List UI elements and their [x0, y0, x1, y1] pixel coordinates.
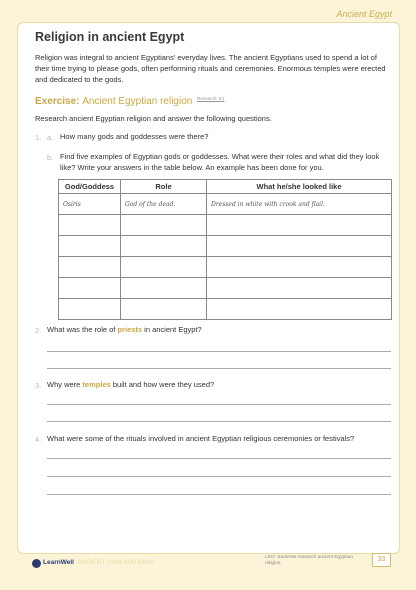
answer-line[interactable]: [47, 476, 391, 477]
table-cell[interactable]: [59, 236, 121, 257]
exercise-title: [35, 96, 224, 107]
question-1a-letter: a.: [47, 133, 54, 142]
section-tab: Ancient Egypt: [320, 6, 416, 22]
table-cell[interactable]: [59, 257, 121, 278]
exercise-name: Ancient Egyptian religion: [82, 96, 193, 107]
table-row: [59, 278, 392, 299]
table-row: [59, 215, 392, 236]
resource-link[interactable]: Research: E1: [197, 96, 225, 101]
table-cell[interactable]: [207, 299, 392, 320]
table-cell[interactable]: [121, 299, 207, 320]
table-cell[interactable]: [121, 278, 207, 299]
answer-line[interactable]: [47, 458, 391, 459]
table-row: [59, 299, 392, 320]
exercise-label: Exercise:: [35, 96, 80, 107]
question-1b-letter: b.: [47, 153, 54, 162]
keyword-priests: priests: [117, 325, 143, 334]
question-2-before: What was the role of: [47, 325, 118, 334]
table-header-row: [59, 180, 392, 194]
table-cell[interactable]: [207, 236, 392, 257]
answer-line[interactable]: [47, 351, 391, 352]
question-1b-text: Find five examples of Egyptian gods or goddesses. What were their roles and what did they look like? Write your answers in the table below. An example has been done for you.: [60, 152, 380, 172]
page-title: Religion in ancient Egypt: [35, 30, 185, 44]
learnwell-logo-icon: [32, 559, 41, 568]
table-cell[interactable]: [207, 215, 392, 236]
question-4-number: 4.: [35, 435, 42, 444]
table-row: [59, 257, 392, 278]
table-cell[interactable]: [121, 215, 207, 236]
question-4-text: What were some of the rituals involved in ancient Egyptian religious ceremonies or festivals?: [47, 434, 355, 443]
page-number: 33: [372, 553, 391, 567]
answer-line[interactable]: [47, 494, 391, 495]
question-1-number: 1.: [35, 133, 42, 142]
table-row: [59, 236, 392, 257]
table-row: [59, 194, 392, 215]
table-cell[interactable]: [121, 257, 207, 278]
brand-subtitle: ANCIENT CIVILISATIONS: [77, 559, 154, 566]
learning-outcome: LEO: Students research ancient Egyptian religion.: [265, 555, 353, 566]
header-appearance: What he/she looked like: [207, 180, 392, 194]
table-cell[interactable]: [121, 236, 207, 257]
question-2-after: in ancient Egypt?: [142, 325, 202, 334]
table-cell[interactable]: [207, 257, 392, 278]
brand-name: LearnWell: [43, 559, 74, 566]
example-god: Osiris: [59, 194, 121, 215]
table-cell[interactable]: [59, 215, 121, 236]
table-cell[interactable]: [59, 278, 121, 299]
table-cell[interactable]: [207, 278, 392, 299]
example-appearance: Dressed in white with crook and flail.: [207, 194, 392, 215]
intro-paragraph: Religion was integral to ancient Egyptians' everyday lives. The ancient Egyptians used to spend a lot of their time trying to please gods, often performing rituals and ceremonies. Enormous temples were erected and dedicated to the gods.: [35, 53, 386, 84]
table-cell[interactable]: [59, 299, 121, 320]
question-3-after: built and how were they used?: [110, 380, 215, 389]
gods-table: [58, 179, 392, 320]
exercise-instruction: Research ancient Egyptian religion and answer the following questions.: [35, 114, 272, 123]
question-3-text: [47, 379, 214, 390]
question-3-before: Why were: [47, 380, 83, 389]
answer-line[interactable]: [47, 421, 391, 422]
header-role: Role: [121, 180, 207, 194]
question-3-number: 3.: [35, 381, 42, 390]
keyword-temples: temples: [82, 380, 111, 389]
answer-line[interactable]: [47, 368, 391, 369]
question-2-text: [47, 324, 202, 335]
question-1a-text: How many gods and goddesses were there?: [60, 132, 209, 141]
question-2-number: 2.: [35, 326, 42, 335]
header-god: God/Goddess: [59, 180, 121, 194]
answer-line[interactable]: [47, 404, 391, 405]
example-role: God of the dead.: [121, 194, 207, 215]
